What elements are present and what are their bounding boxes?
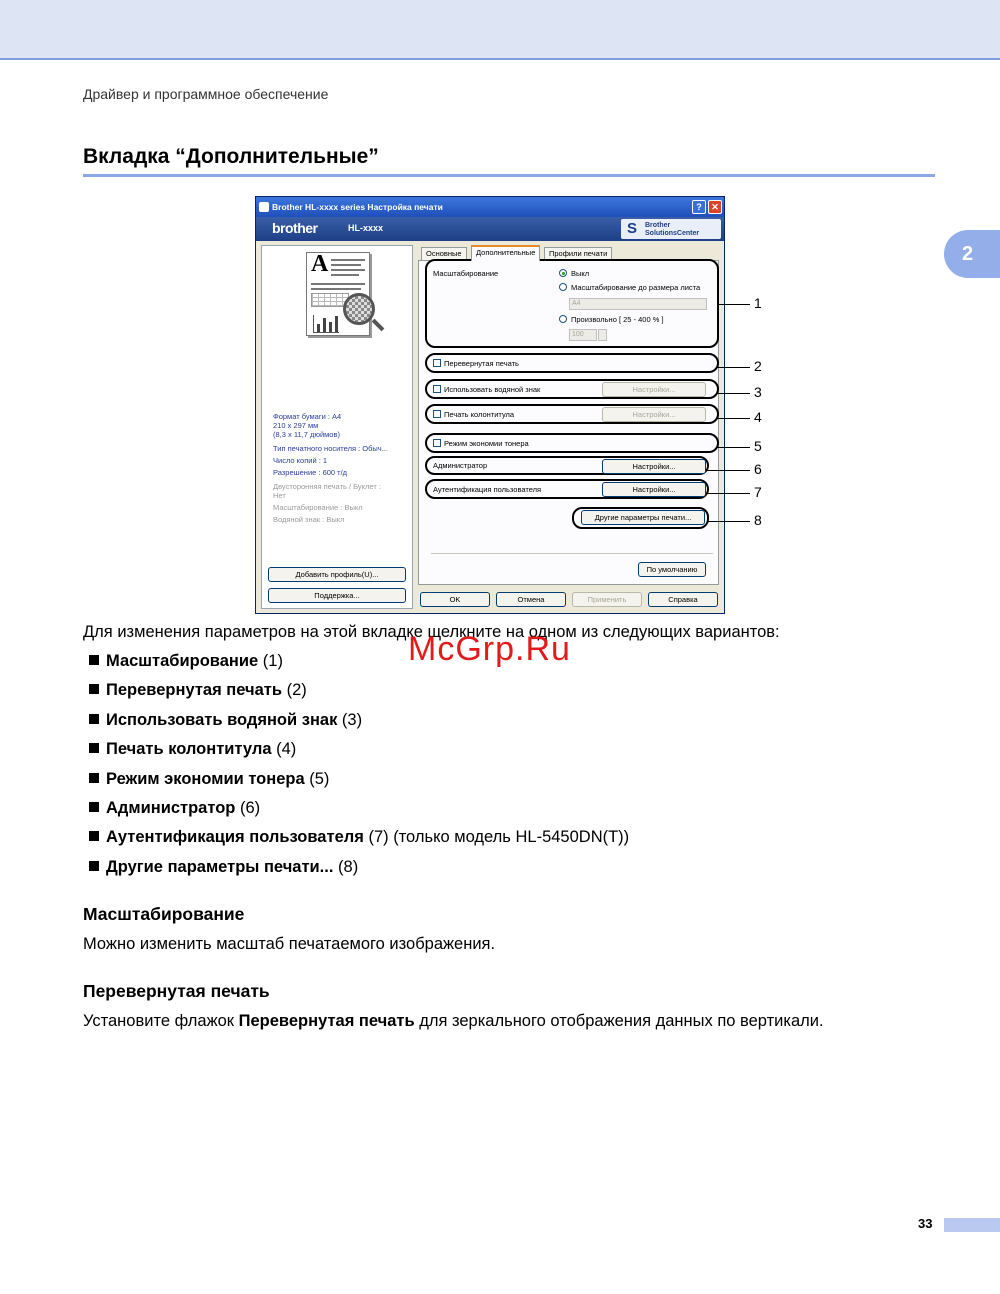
add-profile-button[interactable]: Добавить профиль(U)... [268, 567, 406, 582]
tab-basic[interactable]: Основные [421, 247, 467, 260]
site-watermark: McGrp.Ru [408, 630, 571, 668]
top-band [0, 0, 1000, 60]
reverse-text-after: для зеркального отображения данных по вертикали. [414, 1012, 824, 1030]
settings-summary-line: Нет [273, 491, 286, 500]
user-auth-settings-button[interactable]: Настройки... [602, 482, 706, 497]
scaling-text: Можно изменить масштаб печатаемого изображения. [83, 935, 496, 953]
reverse-print-checkbox[interactable] [433, 359, 441, 367]
scaling-custom-radio[interactable] [559, 315, 567, 323]
bullet-square-icon [89, 831, 99, 841]
option-callout-ref: (8) [333, 857, 359, 876]
intro-paragraph: Для изменения параметров на этой вкладке щелкните на одном из следующих вариантов: [83, 623, 780, 641]
reverse-print-label: Перевернутая печать [444, 359, 519, 368]
option-list-item [89, 858, 358, 877]
option-callout-ref: (2) [282, 681, 307, 700]
bullet-square-icon [89, 655, 99, 665]
callout-number-4: 4 [754, 409, 762, 425]
option-list-item [89, 828, 629, 847]
bullet-square-icon [89, 743, 99, 753]
running-header: Драйвер и программное обеспечение [83, 86, 329, 102]
tab-advanced[interactable]: Дополнительные [471, 245, 540, 261]
solutions-line1: Brother [645, 222, 671, 229]
reverse-text-before: Установите флажок [83, 1012, 239, 1030]
option-callout-ref: (5) [304, 769, 330, 788]
leader-line-1 [717, 304, 750, 305]
callout-number-7: 7 [754, 484, 762, 500]
other-print-options-button[interactable]: Другие параметры печати... [581, 510, 705, 525]
brand-bar [256, 217, 724, 241]
printer-icon [259, 202, 269, 212]
callout-number-6: 6 [754, 461, 762, 477]
brother-logo: brother [272, 220, 318, 236]
header-footer-checkbox[interactable] [433, 410, 441, 418]
leader-line-3 [717, 393, 750, 394]
option-callout-ref: (7) (только модель HL-5450DN(T)) [363, 828, 630, 847]
option-name: Аутентификация пользователя [106, 828, 364, 847]
header-footer-settings-button[interactable]: Настройки... [602, 407, 706, 422]
dialog-title: Brother HL-xxxx series Настройка печати [272, 202, 443, 212]
leader-line-7 [707, 493, 750, 494]
bullet-square-icon [89, 802, 99, 812]
panel-separator [431, 553, 713, 554]
option-callout-ref: (6) [235, 799, 261, 817]
custom-scale-spinner[interactable] [598, 329, 607, 341]
toner-save-checkbox[interactable] [433, 439, 441, 447]
option-list-item [89, 681, 307, 700]
settings-summary-line: Тип печатного носителя : Обыч... [273, 444, 388, 453]
option-list-item [89, 799, 260, 818]
administrator-label: Администратор [433, 461, 488, 470]
section-title: Вкладка “Дополнительные” [83, 145, 379, 168]
title-rule [83, 174, 935, 177]
option-list-item [89, 770, 329, 789]
watermark-checkbox[interactable] [433, 385, 441, 393]
magnifier-icon [343, 293, 375, 325]
preview-pane [261, 245, 413, 609]
ok-button[interactable]: OK [420, 592, 490, 607]
option-name: Печать колонтитула [106, 740, 272, 759]
settings-summary-line: 210 x 297 мм [273, 421, 319, 430]
settings-summary-line: (8,3 x 11,7 дюймов) [273, 430, 340, 439]
option-callout-ref: (1) [258, 652, 283, 670]
bullet-square-icon [89, 773, 99, 783]
close-button[interactable]: ✕ [708, 200, 722, 214]
option-name: Масштабирование [106, 652, 259, 670]
bullet-square-icon [89, 861, 99, 871]
advanced-tab-panel [418, 260, 719, 585]
settings-summary-line: Формат бумаги : A4 [273, 412, 342, 421]
callout-number-2: 2 [754, 358, 762, 374]
default-button[interactable]: По умолчанию [638, 562, 706, 577]
option-callout-ref: (3) [337, 710, 363, 729]
option-name: Использовать водяной знак [106, 710, 338, 729]
leader-line-2 [717, 367, 750, 368]
help-button[interactable]: ? [692, 200, 706, 214]
scaling-off-radio[interactable] [559, 269, 567, 277]
bullet-square-icon [89, 714, 99, 724]
option-callout-ref: (4) [271, 740, 297, 759]
callout-number-8: 8 [754, 512, 762, 528]
page-number: 33 [918, 1216, 933, 1231]
option-name: Другие параметры печати... [106, 857, 334, 876]
scaling-fit-label: Масштабирование до размера листа [571, 283, 701, 292]
settings-summary-line: Число копий : 1 [273, 456, 328, 465]
callout-number-3: 3 [754, 384, 762, 400]
watermark-label: Использовать водяной знак [444, 385, 541, 394]
custom-scale-input[interactable]: 100 [569, 329, 597, 341]
settings-summary-line: Двусторонняя печать / Буклет : [273, 482, 381, 491]
leader-line-8 [707, 521, 750, 522]
page-number-bar [944, 1218, 1000, 1232]
option-list-item [89, 740, 296, 759]
apply-button[interactable]: Применить [572, 592, 642, 607]
callout-number-1: 1 [754, 295, 762, 311]
reverse-text-bold: Перевернутая печать [238, 1012, 415, 1030]
settings-summary-line: Масштабирование : Выкл [273, 503, 363, 512]
chapter-tab: 2 [944, 230, 1000, 278]
paper-size-select[interactable]: A4 [569, 298, 707, 310]
leader-line-6 [707, 470, 750, 471]
watermark-settings-button[interactable]: Настройки... [602, 382, 706, 397]
solutions-center-icon: S [627, 220, 638, 237]
scaling-fit-radio[interactable] [559, 283, 567, 291]
page-preview-image [306, 252, 370, 336]
settings-summary-line: Водяной знак : Выкл [273, 515, 345, 524]
support-button[interactable]: Поддержка... [268, 588, 406, 603]
option-name: Перевернутая печать [106, 681, 282, 700]
header-footer-label: Печать колонтитула [444, 410, 515, 419]
toner-save-label: Режим экономии тонера [444, 439, 529, 448]
leader-line-4 [717, 418, 750, 419]
option-list-item [89, 652, 283, 671]
dialog-titlebar [256, 197, 724, 217]
option-name: Режим экономии тонера [106, 769, 305, 788]
scaling-custom-label: Произвольно [ 25 - 400 % ] [571, 315, 664, 324]
dialog-help-button[interactable]: Справка [648, 592, 718, 607]
solutions-line2: SolutionsCenter [645, 230, 700, 237]
scaling-heading: Масштабирование [83, 904, 245, 924]
preview-letter-icon: A [311, 251, 329, 277]
reverse-heading: Перевернутая печать [83, 981, 270, 1001]
administrator-settings-button[interactable]: Настройки... [602, 459, 706, 474]
option-list-item [89, 711, 362, 730]
reverse-text [83, 1012, 824, 1031]
print-settings-dialog [255, 196, 725, 614]
scaling-off-label: Выкл [571, 269, 590, 278]
option-name: Администратор [106, 799, 236, 817]
model-name: HL-xxxx [348, 223, 384, 233]
leader-line-5 [717, 447, 750, 448]
tab-print-profiles[interactable]: Профили печати [544, 247, 612, 260]
callout-number-5: 5 [754, 438, 762, 454]
bullet-square-icon [89, 684, 99, 694]
settings-summary-line: Разрешение : 600 т/д [273, 468, 348, 477]
scaling-label: Масштабирование [433, 269, 499, 278]
cancel-button[interactable]: Отмена [496, 592, 566, 607]
solutions-center-button[interactable] [621, 219, 721, 239]
user-auth-label: Аутентификация пользователя [433, 485, 542, 494]
